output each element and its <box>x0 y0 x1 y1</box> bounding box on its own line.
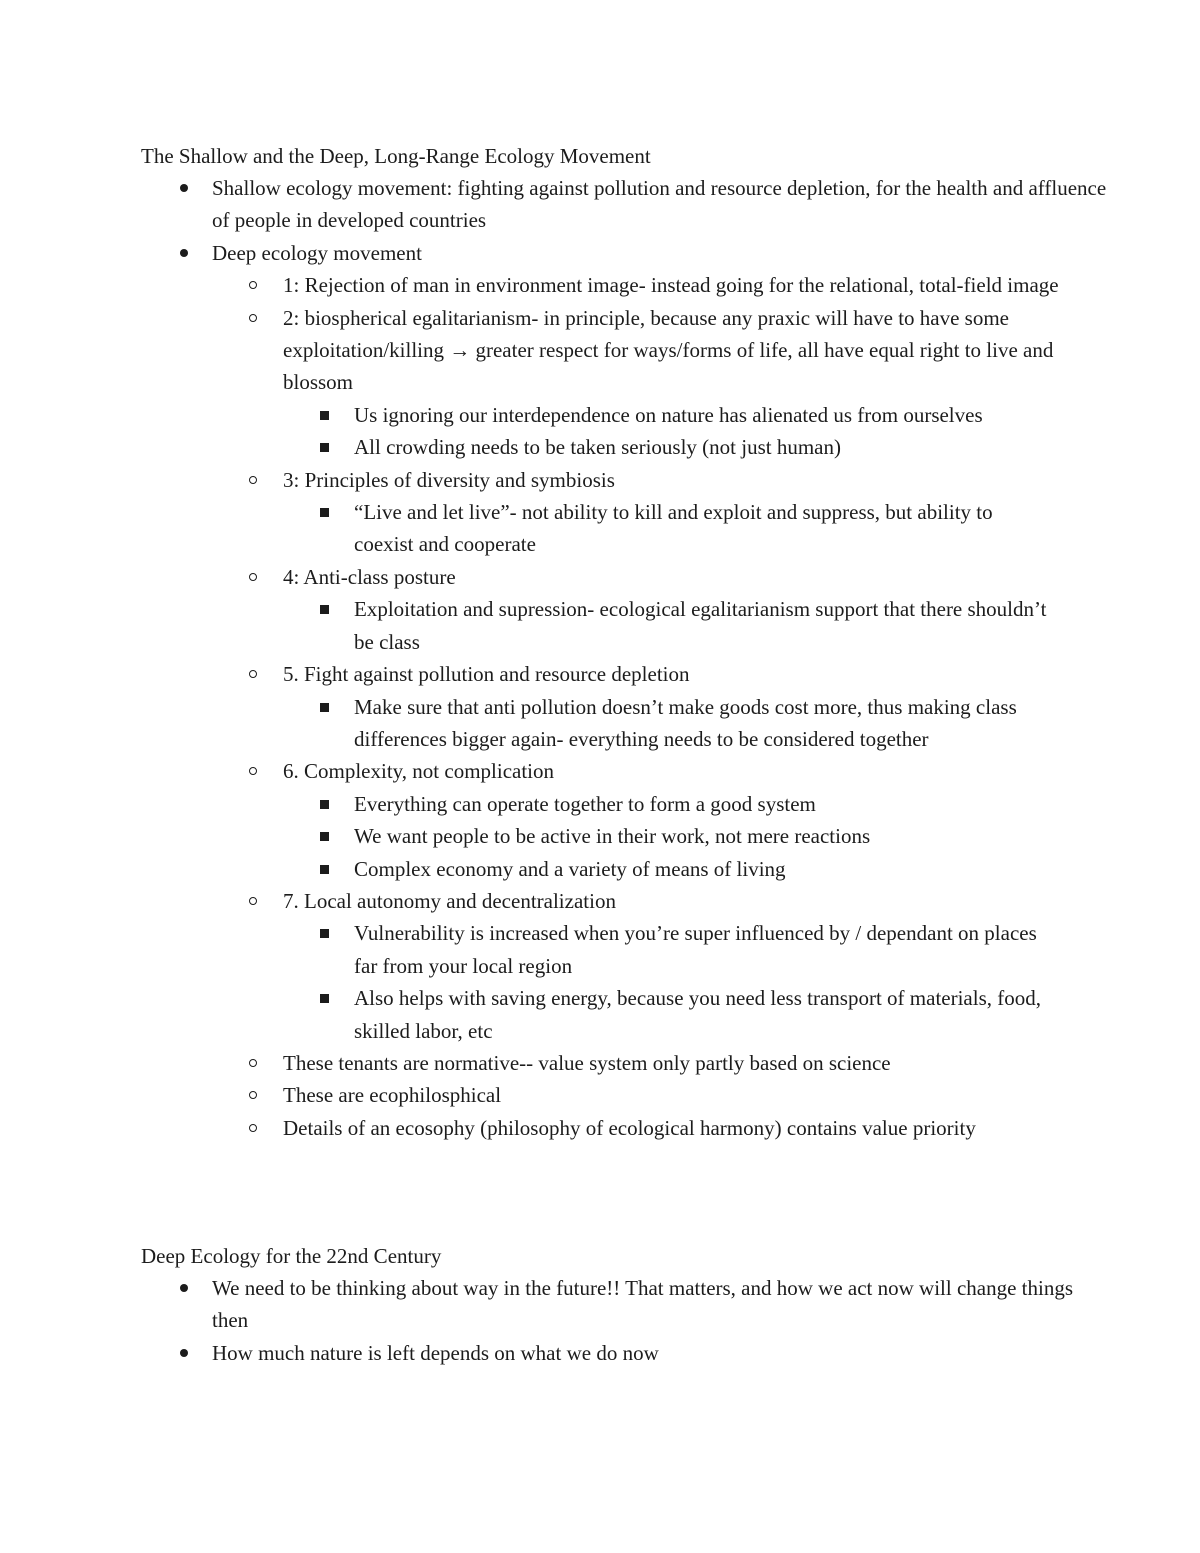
bullet-dot-icon <box>180 1349 188 1357</box>
sub-item-text: 6. Complexity, not complication <box>283 759 555 784</box>
bullet-dot-icon <box>180 184 188 192</box>
sub-list-item <box>212 1079 1073 1111</box>
sub-list-item <box>212 1047 1073 1079</box>
sub-list-item <box>212 561 1073 658</box>
sub-sub-item-text: Us ignoring our interdependence on nature has alienated us from ourselves <box>354 402 983 427</box>
sub-list-item <box>212 269 1073 301</box>
bullet-circle-icon <box>249 281 257 289</box>
sub-sub-item-text: “Live and let live”- not ability to kill and exploit and suppress, but ability to coexist and cooperate <box>354 500 993 557</box>
list-item-text: Shallow ecology movement: fighting against pollution and resource depletion, for the health and affluence of people in developed countries <box>212 176 1107 233</box>
bullet-square-icon <box>320 411 329 420</box>
list-item <box>141 1272 1092 1337</box>
sub-sub-item-text: Exploitation and supression- ecological egalitarianism support that there shouldn’t be class <box>354 597 1047 654</box>
bullet-circle-icon <box>249 670 257 678</box>
sub-sub-list-item <box>283 917 1054 982</box>
sub-sub-list-item <box>283 399 1073 431</box>
bullet-circle-icon <box>249 767 257 775</box>
bullet-square-icon <box>320 929 329 938</box>
sub-item-text: 1: Rejection of man in environment image- instead going for the relational, total-field image <box>283 273 1059 298</box>
bullet-circle-icon <box>249 1124 257 1132</box>
bullet-circle-icon <box>249 1059 257 1067</box>
section-heading: The Shallow and the Deep, Long-Range Ecology Movement <box>141 144 651 168</box>
sub-sub-list <box>212 399 1073 464</box>
bullet-square-icon <box>320 800 329 809</box>
bullet-dot-icon <box>180 249 188 257</box>
sub-item-text: 2: biospherical egalitarianism- in principle, because any praxic will have to have some exploitation/killing → greater respect for ways/forms of life, all have equal right to live and blossom <box>283 305 1054 395</box>
sub-list-item <box>212 658 1073 755</box>
sub-list-item <box>212 302 1073 464</box>
bullet-square-icon <box>320 832 329 841</box>
bullet-square-icon <box>320 508 329 517</box>
sub-item-text: 4: Anti-class posture <box>283 564 456 589</box>
sub-item-text: Details of an ecosophy (philosophy of ecological harmony) contains value priority <box>283 1115 976 1140</box>
list-item-text: How much nature is left depends on what we do now <box>212 1340 659 1365</box>
list-item <box>141 172 1122 237</box>
sub-sub-list-item <box>283 982 1054 1047</box>
sub-sub-list-item <box>283 431 1073 463</box>
sub-item-text: 5. Fight against pollution and resource depletion <box>283 662 690 687</box>
sub-sub-list-item <box>283 788 1073 820</box>
bullet-square-icon <box>320 703 329 712</box>
sub-item-text: 7. Local autonomy and decentralization <box>283 888 616 913</box>
bullet-square-icon <box>320 443 329 452</box>
sub-item-text: These are ecophilosphical <box>283 1083 502 1108</box>
bullet-square-icon <box>320 865 329 874</box>
list-item-text: We need to be thinking about way in the future!! That matters, and how we act now will change things then <box>212 1276 1074 1333</box>
list-item <box>141 1337 1101 1369</box>
sub-sub-list-item <box>283 496 1054 561</box>
bullet-square-icon <box>320 994 329 1003</box>
sub-sub-list <box>212 496 1073 561</box>
bullet-circle-icon <box>249 897 257 905</box>
sub-sub-item-text: Also helps with saving energy, because you need less transport of materials, food, skilled labor, etc <box>354 986 1042 1043</box>
sub-sub-list-item <box>283 593 1054 658</box>
sub-sub-list-item <box>283 853 1073 885</box>
bullet-square-icon <box>320 605 329 614</box>
sub-item-text: These tenants are normative-- value system only partly based on science <box>283 1050 891 1075</box>
sub-sub-list <box>212 788 1073 885</box>
sub-sub-item-text: Everything can operate together to form a good system <box>354 791 816 816</box>
sub-list-item <box>212 464 1073 561</box>
list-item <box>141 237 1101 1144</box>
sub-sub-item-text: All crowding needs to be taken seriously (not just human) <box>354 435 841 460</box>
sub-sub-item-text: We want people to be active in their work, not mere reactions <box>354 824 871 849</box>
list-item-text: Deep ecology movement <box>212 240 422 265</box>
sub-sub-list-item <box>283 820 1073 852</box>
sub-list-item <box>212 755 1073 885</box>
sub-sub-item-text: Make sure that anti pollution doesn’t make goods cost more, thus making class differences bigger again- everything needs to be considered together <box>354 694 1017 751</box>
bullet-circle-icon <box>249 314 257 322</box>
sub-sub-item-text: Vulnerability is increased when you’re super influenced by / dependant on places far from your local region <box>354 921 1037 978</box>
sub-sub-list <box>212 917 1073 1047</box>
section-heading: Deep Ecology for the 22nd Century <box>141 1244 442 1268</box>
bullet-circle-icon <box>249 476 257 484</box>
bullet-list <box>141 172 1107 1144</box>
sub-sub-list-item <box>283 691 1054 756</box>
sub-list-item <box>212 885 1073 1047</box>
sub-sub-list <box>212 593 1073 658</box>
bullet-list <box>141 1272 1101 1369</box>
bullet-circle-icon <box>249 1091 257 1099</box>
sub-list-item <box>212 1112 1073 1144</box>
sub-sub-list <box>212 691 1073 756</box>
notes-section <box>141 1240 1101 1369</box>
sub-sub-item-text: Complex economy and a variety of means of living <box>354 856 786 881</box>
bullet-dot-icon <box>180 1284 188 1292</box>
sub-item-text: 3: Principles of diversity and symbiosis <box>283 467 615 492</box>
notes-section <box>141 140 1107 1144</box>
sub-list <box>141 269 1101 1144</box>
bullet-circle-icon <box>249 573 257 581</box>
